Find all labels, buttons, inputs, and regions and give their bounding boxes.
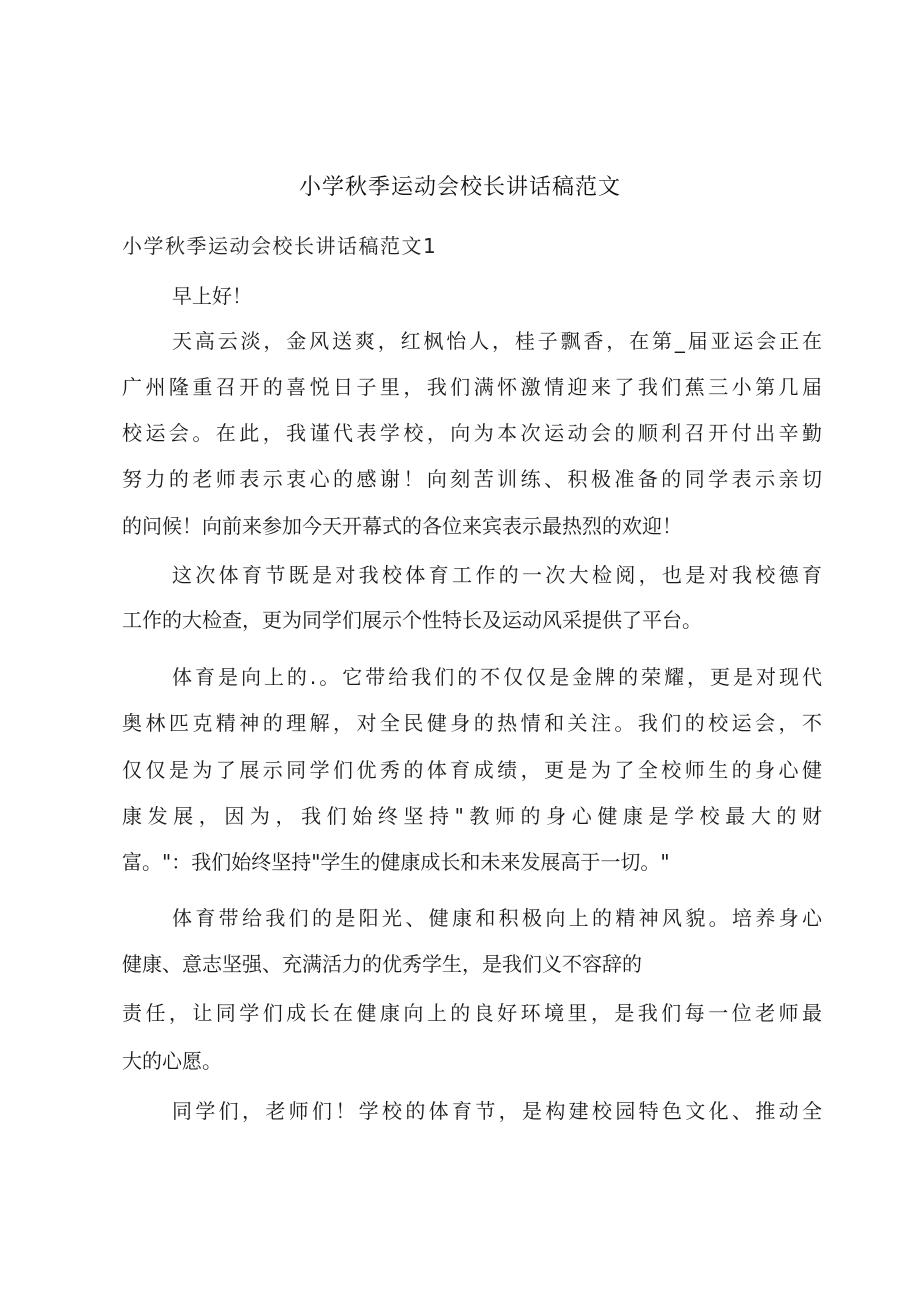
text-line: 这次体育节既是对我校体育工作的一次大检阅，也是对我校德育 [172, 563, 822, 587]
text-line: 康发展，因为，我们始终坚持"教师的身心健康是学校最大的财 [122, 804, 822, 828]
text-line: 大的心愿。 [122, 1049, 222, 1073]
text-line: 同学们，老师们！学校的体育节，是构建校园特色文化、推动全 [172, 1099, 822, 1123]
text-line: 奥林匹克精神的理解，对全民健身的热情和关注。我们的校运会，不 [122, 711, 822, 735]
text-line: 努力的老师表示衷心的感谢！向刻苦训练、积极准备的同学表示亲切 [122, 467, 822, 491]
text-line: 校运会。在此，我谨代表学校，向为本次运动会的顺利召开付出辛勤 [122, 421, 822, 445]
text-line: 责任，让同学们成长在健康向上的良好环境里，是我们每一位老师最 [122, 1001, 822, 1025]
text-line: 工作的大检查，更为同学们展示个性特长及运动风采提供了平台。 [122, 608, 702, 632]
text-line: 仅仅是为了展示同学们优秀的体育成绩，更是为了全校师生的身心健 [122, 758, 822, 782]
text-line: 健康、意志坚强、充满活力的优秀学生，是我们义不容辞的 [122, 952, 642, 976]
text-line: 天高云淡，金风送爽，红枫怡人，桂子飘香，在第_届亚运会正在 [172, 329, 822, 353]
document-title: 小学秋季运动会校长讲话稿范文 [298, 175, 621, 200]
text-line: 早上好！ [172, 284, 252, 308]
text-line: 体育带给我们的是阳光、健康和积极向上的精神风貌。培养身心 [172, 906, 822, 930]
document-subtitle: 小学秋季运动会校长讲话稿范文1 [122, 234, 438, 258]
text-line: 体育是向上的.。它带给我们的不仅仅是金牌的荣耀，更是对现代 [172, 665, 822, 689]
text-line: 的问候！向前来参加今天开幕式的各位来宾表示最热烈的欢迎！ [122, 514, 682, 538]
text-line: 富。"：我们始终坚持"学生的健康成长和未来发展高于一切。" [122, 850, 670, 874]
text-line: 广州隆重召开的喜悦日子里，我们满怀激情迎来了我们蕉三小第几届 [122, 375, 822, 399]
